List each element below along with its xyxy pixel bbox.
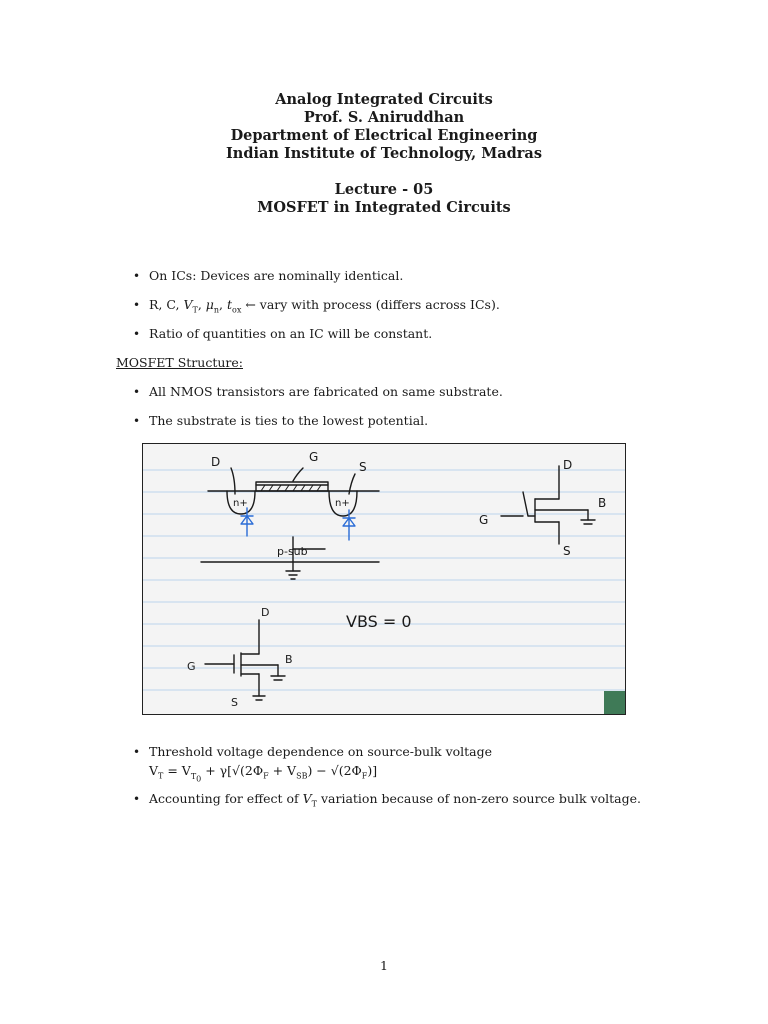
label-p-sub: p-sub [277,545,308,558]
bullet-text: On ICs: Devices are nominally identical. [149,268,404,283]
label-drain: D [211,455,221,469]
title-block [0,91,768,217]
label-sym1-gate: G [479,513,489,527]
bullet-text: Threshold voltage dependence on source-bulk voltage [149,744,493,759]
diode-icons [241,508,355,540]
bullet-dot: • [133,414,141,428]
label-sym2-drain: D [261,606,270,619]
label-vbs-equation: VBS = 0 [346,612,412,631]
handwritten-mosfet-figure [142,443,626,715]
ruled-lines [143,470,626,690]
institute-name: Indian Institute of Technology, Madras [226,145,542,162]
lecture-number: Lecture - 05 [334,181,434,198]
bullet-dot: • [133,792,141,806]
bullet-text: Ratio of quantities on an IC will be constant. [149,326,433,341]
label-n-plus-right: n+ [335,498,350,509]
department-name: Department of Electrical Engineering [230,127,538,144]
label-n-plus-left: n+ [233,498,248,509]
section-title: MOSFET Structure: [116,355,243,370]
bullet-dot: • [133,298,141,312]
professor-name: Prof. S. Aniruddhan [303,109,465,126]
label-gate: G [309,450,319,464]
formula-text: $V_T = V_{T_0} + \gamma[√(2\Phi_F + V_{SB}) - √(2\Phi_F)]$ [149,763,378,784]
label-sym1-source: S [563,544,571,558]
nmos-symbol-top [501,466,595,544]
label-sym2-source: S [231,696,238,709]
bullet-text: All NMOS transistors are fabricated on same substrate. [149,384,503,399]
label-sym1-bulk: B [598,496,607,510]
nmos-symbol-bottom [205,620,285,700]
lecture-topic: MOSFET in Integrated Circuits [257,199,511,216]
bullet-text-render: R, C, $V_T$, $\mu_n$, $t_{ox}$ ← vary with process (differs across ICs). [149,297,500,315]
bullet-dot: • [133,327,141,341]
label-sym2-gate: G [187,660,196,673]
bullet-text: The substrate is ties to the lowest potential. [149,413,429,428]
bullet-text-process-params [149,297,500,319]
label-source: S [359,460,367,474]
bullet-dot: • [133,385,141,399]
bullet-text-render: Accounting for effect of $V_T$ variation because of non-zero source bulk voltage. [149,791,641,809]
bullet-text-vt-variation [149,791,641,813]
threshold-voltage-formula [149,763,377,787]
bullet-dot: • [133,745,141,759]
course-title: Analog Integrated Circuits [275,91,493,108]
label-sym2-bulk: B [285,653,293,666]
label-sym1-drain: D [563,458,573,472]
corner-square [604,691,626,715]
bullet-dot: • [133,269,141,283]
page-number: 1 [380,958,388,973]
figure-canvas [143,444,626,715]
